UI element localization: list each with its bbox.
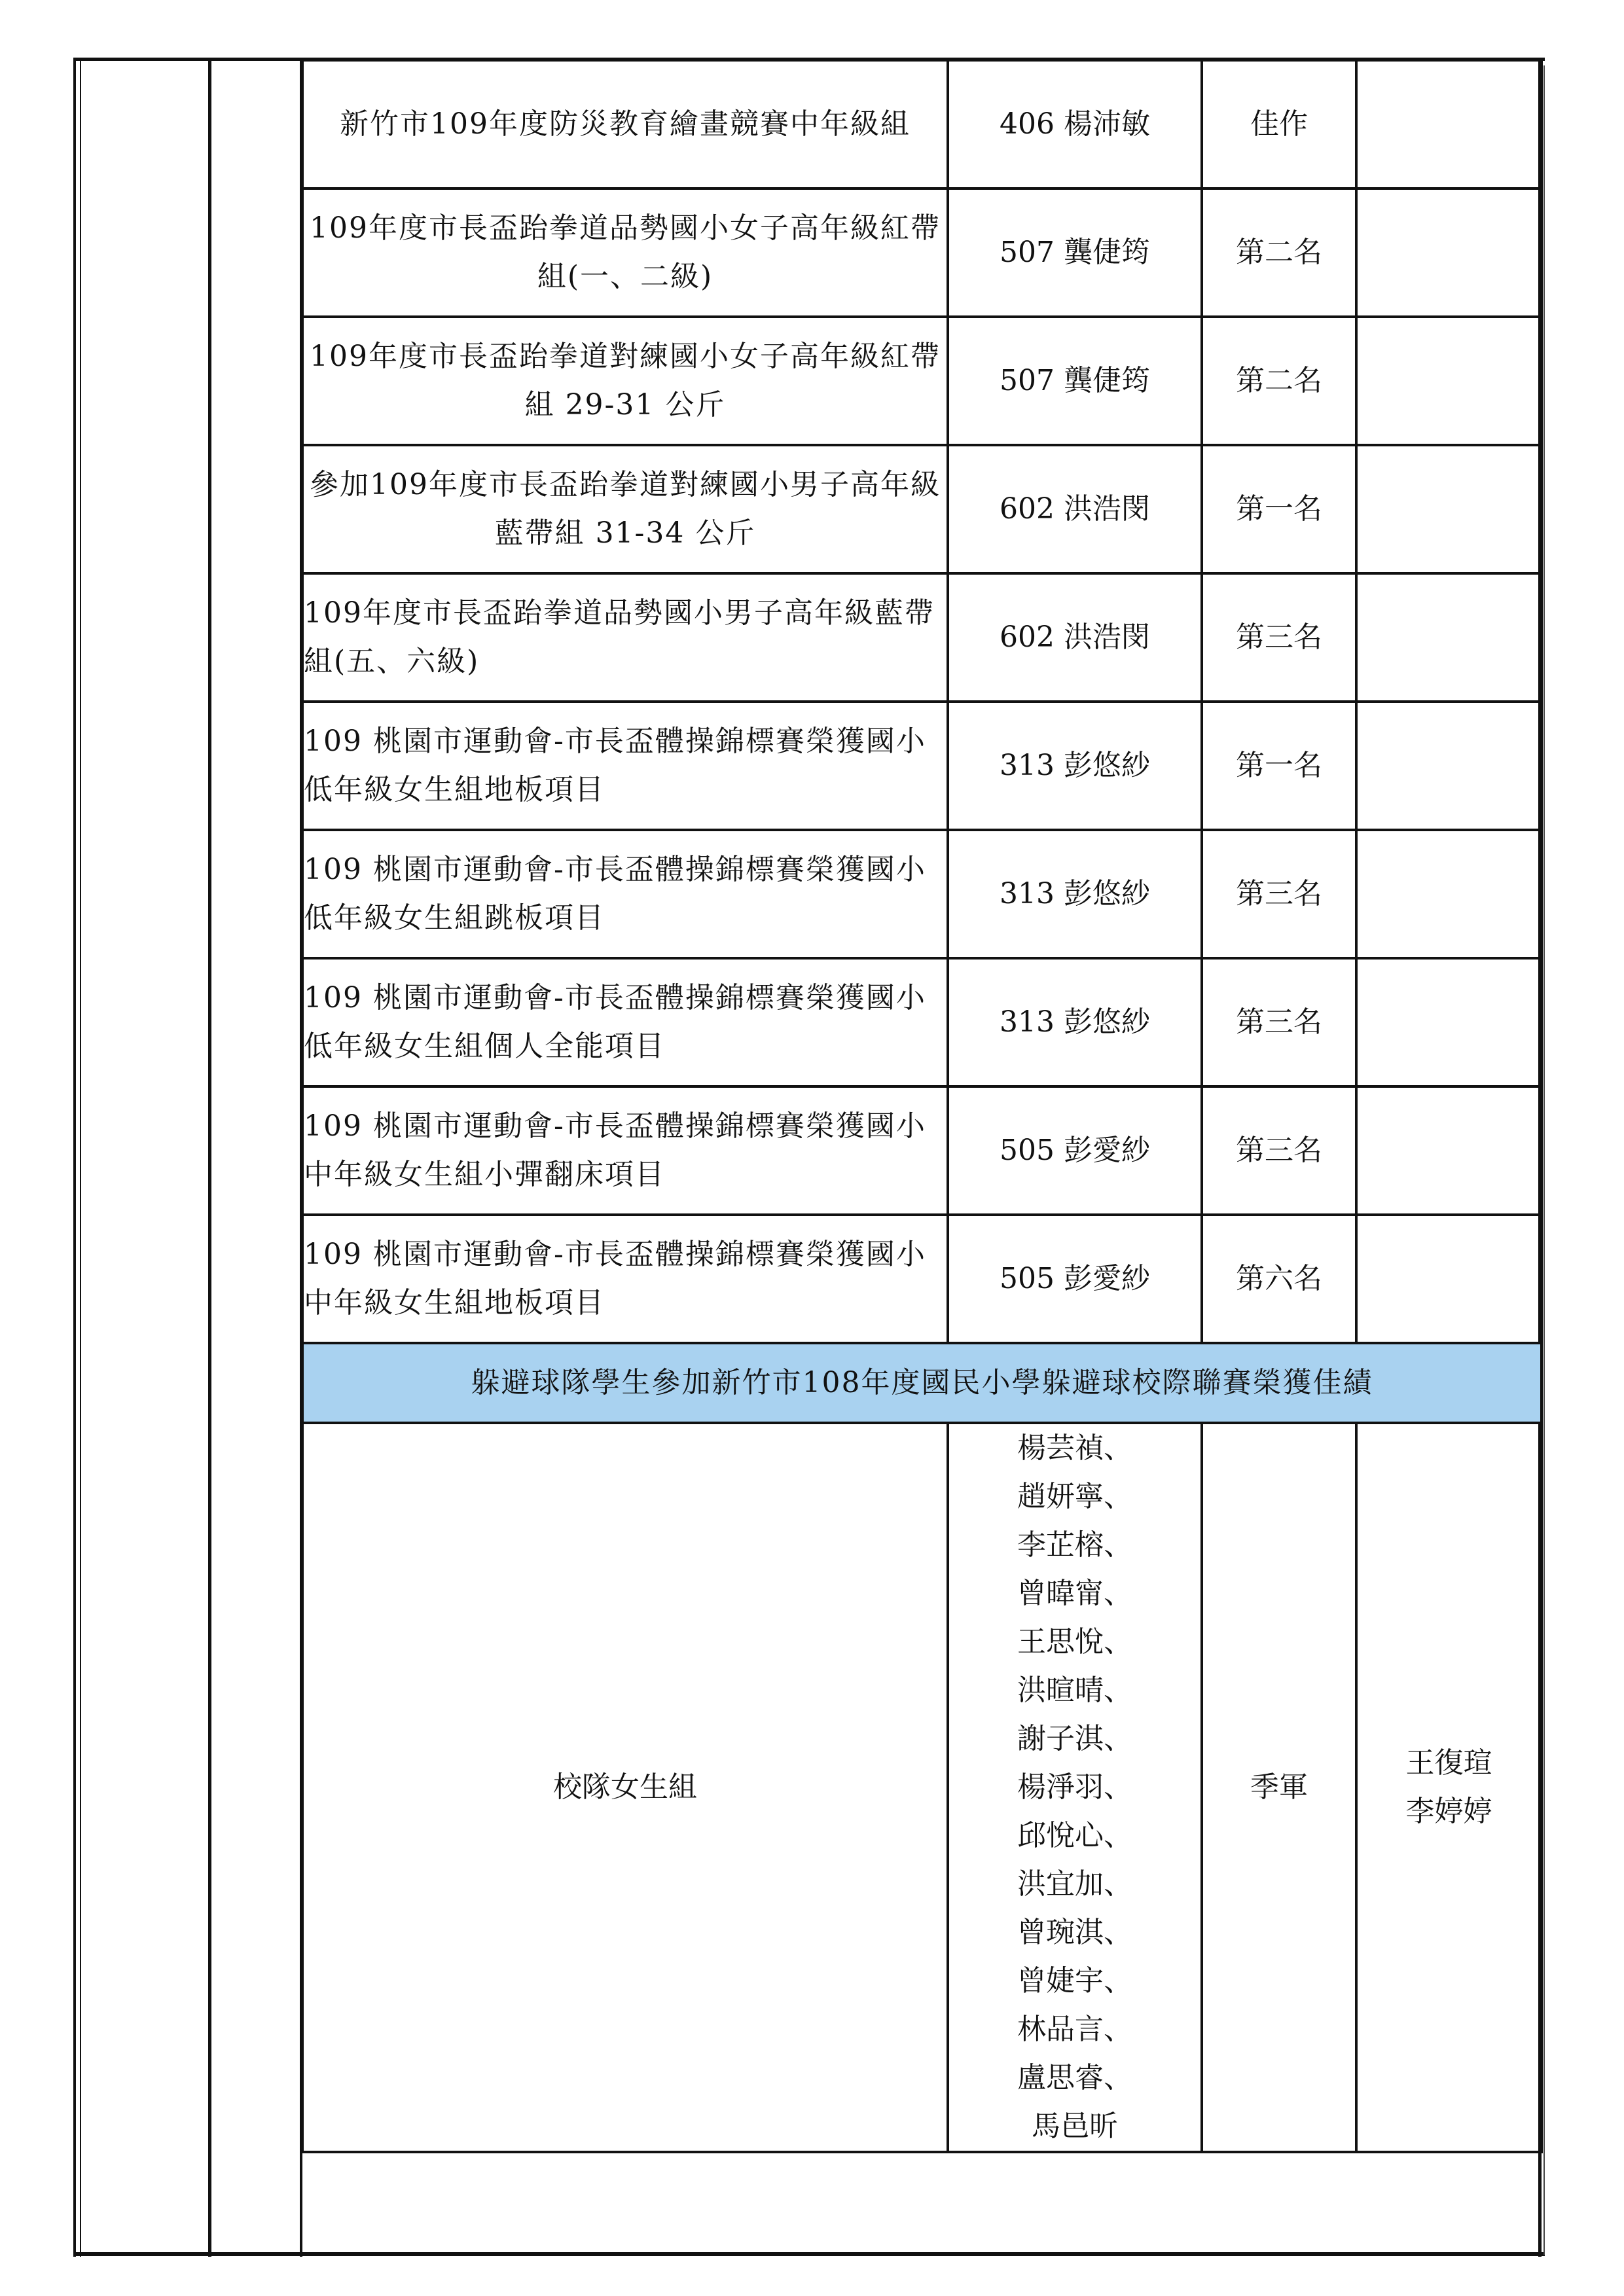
table-row (302, 702, 1542, 830)
event-cell: 參加109年度市長盃跆拳道對練國小男子高年級藍帶組 31-34 公斤 (302, 445, 948, 573)
coach-cell (1356, 317, 1542, 445)
coach-cell (1356, 188, 1542, 317)
rank-cell: 第三名 (1202, 830, 1356, 958)
event-cell: 109年度市長盃跆拳道品勢國小女子高年級紅帶組(一、二級) (302, 188, 948, 317)
team-member: 曾琬淇、 (1017, 1916, 1132, 1949)
coach-cell (1356, 830, 1542, 958)
team-member: 謝子淇、 (1017, 1722, 1132, 1755)
team-member: 曾暐甯、 (1017, 1577, 1132, 1610)
team-member: 邱悅心、 (1017, 1819, 1132, 1852)
rank-cell: 第三名 (1202, 1086, 1356, 1215)
team-member: 王思悅、 (1017, 1625, 1132, 1659)
event-cell: 109 桃園市運動會-市長盃體操錦標賽榮獲國小中年級女生組小彈翻床項目 (302, 1086, 948, 1215)
table-left-inner-border (80, 58, 81, 2257)
table-row (302, 188, 1542, 317)
event-cell: 109 桃園市運動會-市長盃體操錦標賽榮獲國小中年級女生組地板項目 (302, 1215, 948, 1343)
student-cell: 505 彭愛紗 (948, 1086, 1202, 1215)
student-cell: 602 洪浩閔 (948, 445, 1202, 573)
team-member: 洪宜加、 (1017, 1867, 1132, 1901)
section-header-row (302, 1343, 1542, 1423)
rank-cell: 佳作 (1202, 60, 1356, 188)
coach-cell (1356, 1086, 1542, 1215)
team-member: 趙妍寧、 (1017, 1480, 1132, 1513)
event-cell: 109 桃園市運動會-市長盃體操錦標賽榮獲國小低年級女生組跳板項目 (302, 830, 948, 958)
student-cell: 313 彭悠紗 (948, 702, 1202, 830)
student-cell: 602 洪浩閔 (948, 573, 1202, 702)
event-cell: 109 桃園市運動會-市長盃體操錦標賽榮獲國小低年級女生組地板項目 (302, 702, 948, 830)
coach-cell (1356, 958, 1542, 1086)
student-cell: 313 彭悠紗 (948, 958, 1202, 1086)
awards-table (301, 59, 1543, 2153)
team-group-cell: 校隊女生組 (302, 1423, 948, 2152)
dodgeball-section-title: 躲避球隊學生參加新竹市108年度國民小學躲避球校際聯賽榮獲佳績 (302, 1343, 1542, 1423)
event-cell: 新竹市109年度防災教育繪畫競賽中年級組 (302, 60, 948, 188)
event-cell: 109 桃園市運動會-市長盃體操錦標賽榮獲國小低年級女生組個人全能項目 (302, 958, 948, 1086)
event-cell: 109年度市長盃跆拳道對練國小女子高年級紅帶組 29-31 公斤 (302, 317, 948, 445)
student-cell: 507 龔倢筠 (948, 188, 1202, 317)
rank-cell: 第二名 (1202, 317, 1356, 445)
coach-cell (1356, 1215, 1542, 1343)
rank-cell: 第三名 (1202, 573, 1356, 702)
team-member: 楊芸禎、 (1017, 1431, 1132, 1465)
table-row (302, 60, 1542, 188)
table-left-border (73, 58, 76, 2257)
column-divider-1 (208, 58, 211, 2257)
rank-cell: 第六名 (1202, 1215, 1356, 1343)
team-member: 馬邑昕 (1032, 2109, 1118, 2143)
table-row (302, 445, 1542, 573)
team-row (302, 1423, 1542, 2152)
team-member: 楊淨羽、 (1017, 1770, 1132, 1804)
table-right-shadow-border (1543, 65, 1545, 2255)
team-members-cell (948, 1423, 1202, 2152)
rank-cell: 第一名 (1202, 445, 1356, 573)
coach-cell (1356, 60, 1542, 188)
table-row (302, 1215, 1542, 1343)
coach-name: 李婷婷 (1405, 1795, 1492, 1828)
table-row (302, 573, 1542, 702)
coach-cell (1356, 445, 1542, 573)
table-row (302, 1086, 1542, 1215)
student-cell: 313 彭悠紗 (948, 830, 1202, 958)
coach-cell (1356, 702, 1542, 830)
rank-cell: 第二名 (1202, 188, 1356, 317)
student-cell: 406 楊沛敏 (948, 60, 1202, 188)
team-member: 李芷榕、 (1017, 1528, 1132, 1562)
team-coach-cell (1356, 1423, 1542, 2152)
student-cell: 507 龔倢筠 (948, 317, 1202, 445)
table-bottom-border (73, 2252, 1545, 2256)
coach-name: 王復瑄 (1405, 1746, 1492, 1780)
team-member: 林品言、 (1017, 2013, 1132, 2046)
coach-cell (1356, 573, 1542, 702)
student-cell: 505 彭愛紗 (948, 1215, 1202, 1343)
team-member: 洪暄晴、 (1017, 1674, 1132, 1707)
team-member: 曾婕宇、 (1017, 1964, 1132, 1998)
table-row (302, 317, 1542, 445)
table-row (302, 830, 1542, 958)
table-row (302, 958, 1542, 1086)
rank-cell: 第三名 (1202, 958, 1356, 1086)
team-member: 盧思睿、 (1017, 2061, 1132, 2094)
rank-cell: 第一名 (1202, 702, 1356, 830)
event-cell: 109年度市長盃跆拳道品勢國小男子高年級藍帶組(五、六級) (302, 573, 948, 702)
team-rank-cell: 季軍 (1202, 1423, 1356, 2152)
